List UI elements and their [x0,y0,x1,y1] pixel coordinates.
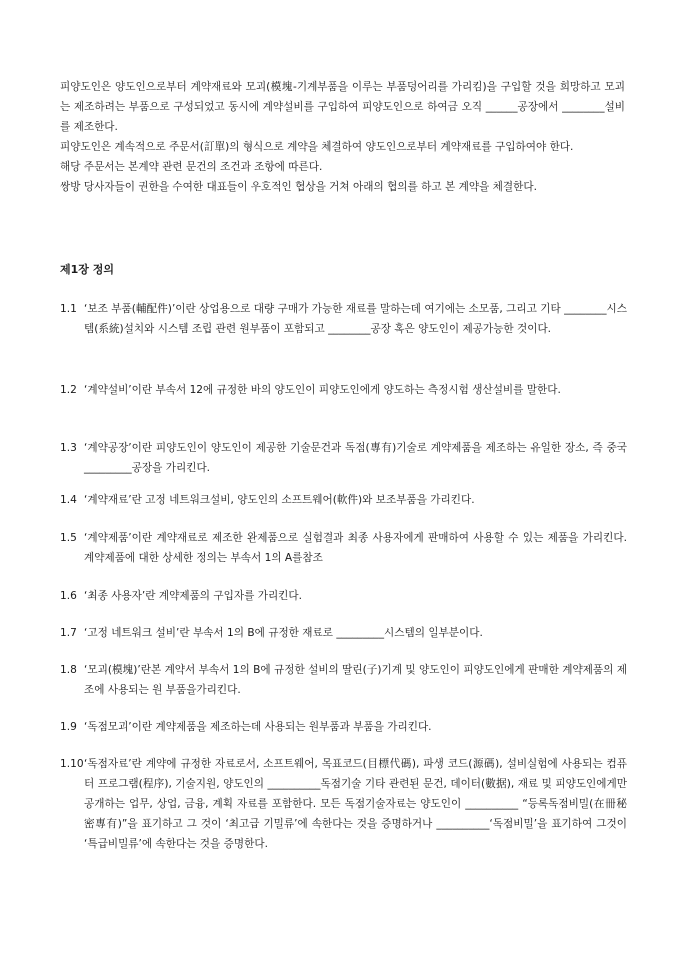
item-number: 1.2 [60,384,77,396]
item-text: ‘계약재료’란 고정 네트워크설비, 양도인의 소프트웨어(軟件)와 보조부품을 가리킨다. [84,494,475,506]
item-text: ‘모괴(模塊)’란본 계약서 부속서 1의 B에 규정한 설비의 딸린(子)기계 및 양도인이 피양도인에게 판매한 계약제품의 제조에 사용되는 원 부품을가리킨다. [84,664,627,696]
definition-item [60,380,627,400]
definition-item [60,528,627,568]
item-text: ‘계약공장’이란 피양도인이 양도인이 제공한 기술문건과 독점(專有)기술로 계약제품을 제조하는 유일한 장소, 즉 중국 _________공장을 가리킨다. [84,442,627,474]
item-number: 1.3 [60,442,77,454]
item-text: ‘독점자료’란 계약에 규정한 자료로서, 소프트웨어, 목표코드(目標代碼), 파생 코드(源碼), 설비실험에 사용되는 컴퓨터 프로그램(程序), 기술지원, 양도인의 __________독점기술 기타 관련된 문건, 데이터(數据), 재료 및 피양도인에게만 공개하는 업무, 상업, 금융, 계획 자료를 포함한다. 모든 독점기술자료는 양도인이 __________ “등록독점비밀(在冊秘密專有)”을 표기하고 그 것이 ‘최고급 기밀류’에 속한다는 것을 증명하거나 __________‘독점비밀’을 표기하여 그것이 ‘특급비밀류’에 속한다는 것을 증명한다. [84,758,627,850]
definition-item [60,490,627,510]
item-number: 1.5 [60,532,77,544]
preamble-paragraph-1: 피양도인은 양도인으로부터 계약재료와 모괴(模塊-기계부품을 이루는 부품덩어리를 가리킴)을 구입할 것을 희망하고 모괴는 제조하려는 부품으로 구성되었고 동시에 계약설비를 구입하여 피양도인으로 하여금 오직 ______공장에서 ________설비를 제조한다. [60,81,625,133]
definition-item [60,299,627,339]
definition-item [60,586,627,606]
preamble [60,77,625,197]
definition-item [60,717,627,737]
definition-item [60,623,627,643]
item-text: ‘최종 사용자’란 계약제품의 구입자를 가리킨다. [84,590,303,602]
item-number: 1.1 [60,303,77,315]
item-text: ‘계약제품’이란 계약재료로 제조한 완제품으로 실험결과 최종 사용자에게 판매하여 사용할 수 있는 제품을 가리킨다. 계약제품에 대한 상세한 정의는 부속서 1의 A를참조 [84,532,627,564]
chapter-title: 제1장 정의 [60,263,114,276]
item-text: ‘계약설비’이란 부속서 12에 규정한 바의 양도인이 피양도인에게 양도하는 측정시험 생산설비를 말한다. [84,384,561,396]
definition-item [60,754,627,854]
preamble-paragraph-4: 쌍방 당사자들이 권한을 수여한 대표들이 우호적인 협상을 거쳐 아래의 협의를 하고 본 계약을 체결한다. [60,181,537,193]
item-number: 1.6 [60,590,77,602]
definition-item [60,660,627,700]
item-number: 1.7 [60,627,77,639]
item-text: ‘고정 네트워크 설비’란 부속서 1의 B에 규정한 재료로 _________시스템의 일부분이다. [84,627,483,639]
definition-item [60,438,627,478]
item-number: 1.4 [60,494,77,506]
preamble-paragraph-3: 해당 주문서는 본계약 관련 문건의 조건과 조항에 따른다. [60,161,323,173]
item-text: ‘독점모괴’이란 계약제품을 제조하는데 사용되는 원부품과 부품을 가리킨다. [84,721,432,733]
item-number: 1.8 [60,664,77,676]
preamble-paragraph-2: 피양도인은 계속적으로 주문서(訂單)의 형식으로 계약을 체결하여 양도인으로부터 계약재료를 구입하여야 한다. [60,141,574,153]
item-number: 1.9 [60,721,77,733]
item-text: ‘보조 부품(輔配件)’이란 상업용으로 대량 구매가 가능한 재료를 말하는데 여기에는 소모품, 그리고 기타 ________시스템(系統)설치와 시스템 조립 관련 원부품이 포함되고 ________공장 혹은 양도인이 제공가능한 것이다. [84,303,627,335]
item-number: 1.10 [60,758,84,770]
